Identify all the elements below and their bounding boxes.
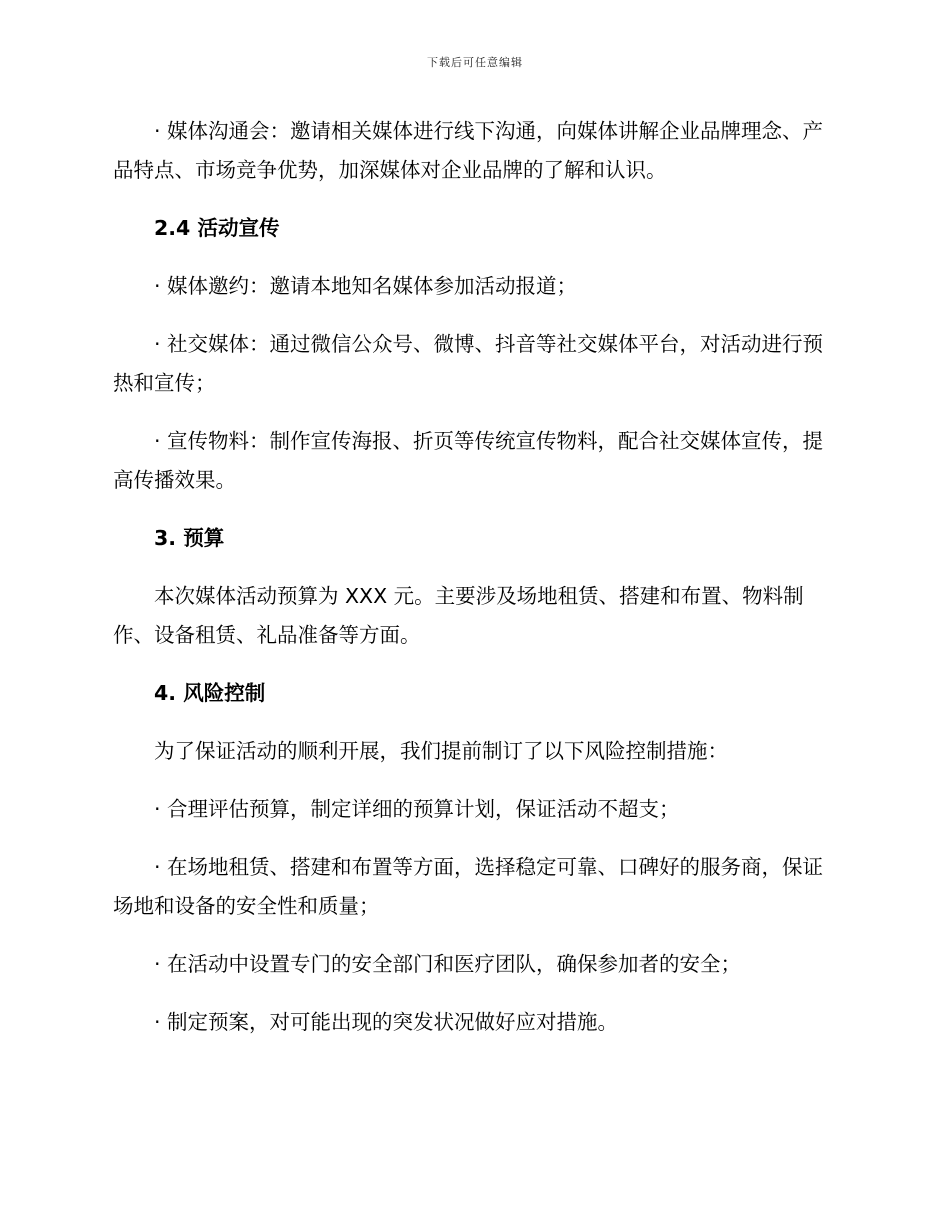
page-header: 下载后可任意编辑 [427,56,523,69]
paragraph-social-media: · 社交媒体：通过微信公众号、微博、抖音等社交媒体平台，对活动进行预热和宣传； [113,332,824,395]
paragraph-budget: 本次媒体活动预算为 XXX 元。主要涉及场地租赁、搭建和布置、物料制作、设备租赁、礼品准备等方面。 [113,584,804,647]
paragraph-risk-intro: 为了保证活动的顺利开展，我们提前制订了以下风险控制措施： [154,739,728,763]
document-body [113,112,838,1061]
section-heading-budget: 3. 预算 [154,526,225,550]
paragraph-media-invitation: · 媒体邀约：邀请本地知名媒体参加活动报道； [154,274,578,298]
list-item-safety-team: · 在活动中设置专门的安全部门和医疗团队，确保参加者的安全； [154,952,742,976]
list-item-contingency-plan: · 制定预案，对可能出现的突发状况做好应对措施。 [154,1010,619,1034]
section-heading-risk-control: 4. 风险控制 [154,681,266,705]
list-item-vendor-selection: · 在场地租赁、搭建和布置等方面，选择稳定可靠、口碑好的服务商，保证场地和设备的安全性和质量； [113,855,824,918]
list-item-budget-control: · 合理评估预算，制定详细的预算计划，保证活动不超支； [154,797,680,821]
section-heading-activity-promotion: 2.4 活动宣传 [154,216,280,240]
paragraph-promotional-materials: · 宣传物料：制作宣传海报、折页等传统宣传物料，配合社交媒体宣传，提高传播效果。 [113,429,824,492]
paragraph-media-communication: · 媒体沟通会：邀请相关媒体进行线下沟通，向媒体讲解企业品牌理念、产品特点、市场竞争优势，加深媒体对企业品牌的了解和认识。 [113,119,824,182]
